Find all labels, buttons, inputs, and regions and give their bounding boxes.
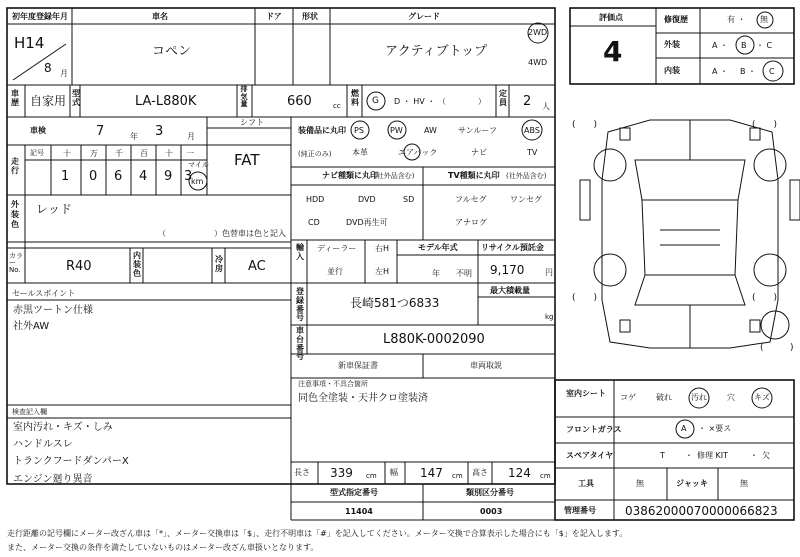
check-line-2: ハンドルスレ <box>13 439 73 450</box>
glass-a: A <box>681 424 687 433</box>
import-right: 右H <box>375 244 390 253</box>
car-diagram <box>580 120 800 348</box>
exterior-color: レッド <box>36 202 72 216</box>
equip-pw: PW <box>390 126 403 135</box>
int-c: C <box>769 67 775 76</box>
rating-score: 4 <box>603 35 623 68</box>
ext-c: ・ C <box>756 41 773 50</box>
repair-options: 有 ・ <box>727 15 746 24</box>
glass-label: フロントガラス <box>566 425 622 434</box>
equip-navi: ナビ <box>471 148 487 157</box>
mgmt-label: 管理番号 <box>564 506 596 515</box>
digit-6: 3 <box>184 169 193 184</box>
car-name: コペン <box>152 44 192 59</box>
unit-3: 千 <box>115 149 123 158</box>
displacement: 660 <box>287 94 312 109</box>
svg-text:( ): ( ) <box>572 120 598 130</box>
notes-label: 注意事項・不具合箇所 <box>298 380 368 388</box>
first-reg-month: 8 <box>44 61 52 75</box>
repair-none: 無 <box>760 15 768 24</box>
month-unit: 月 <box>60 69 68 78</box>
unit-4: 百 <box>140 149 148 158</box>
reg-label: 登録番号 <box>296 287 304 323</box>
rating-label: 評価点 <box>599 13 623 22</box>
check-line-1: 室内汚れ・キズ・しみ <box>13 422 113 433</box>
width-value: 147 <box>420 466 443 480</box>
warranty-label: 新車保証書 <box>338 361 378 370</box>
ext-b: B <box>741 41 747 50</box>
spare-kit: 修理 KIT <box>697 451 729 460</box>
grade-label: グレード <box>408 12 440 21</box>
km-label: km <box>191 177 204 186</box>
equip-abs: ABS <box>524 126 540 135</box>
seat-koge: コゲ <box>620 393 636 402</box>
jack-label: ジャッキ <box>676 479 708 488</box>
tv-sub: (社外品含む) <box>506 172 547 180</box>
class-no-label: 類別区分番号 <box>466 488 514 497</box>
notes-text: 同色全塗装・天井クロ塗装済 <box>298 393 428 404</box>
seat-yabure: 破れ <box>656 393 672 402</box>
inspection-year-unit: 年 <box>130 132 138 141</box>
navi-hdd: HDD <box>306 195 325 204</box>
fuel-label: 燃料 <box>351 89 359 107</box>
color-no: R40 <box>66 259 92 274</box>
selling-line-1: 赤黒ツートン仕様 <box>13 305 93 316</box>
digit-4: 4 <box>139 169 148 184</box>
interior-color-label: 内装色 <box>133 251 141 278</box>
grade: アクティブトップ <box>385 44 488 59</box>
model-year-value: 不明 <box>456 269 472 278</box>
selling-line-2: 社外AW <box>13 321 50 332</box>
spare-none: 欠 <box>762 451 770 460</box>
navi-sub: (社外品含む) <box>374 172 415 180</box>
footer-line-2: また、メーター交換の条件を満たしていないものはメーター改ざん車扱いとなります。 <box>7 543 319 552</box>
equipment-sub: (純正のみ) <box>298 150 332 158</box>
mile-label: マイル <box>188 161 209 169</box>
import-left: 左H <box>375 267 390 276</box>
tv-fullseg: フルセグ <box>455 195 487 204</box>
import-label: 輸入 <box>296 243 304 261</box>
inspection-month-unit: 月 <box>187 132 195 141</box>
spare-dot-1: ・ <box>685 451 693 460</box>
footer-line-1: 走行距離の記号欄にメーター改ざん車は「*」、メーター交換車は「$」、走行不明車は「#」を記入してください。メーター交換で合算表示した場合にも「$」を記入します。 <box>7 529 628 538</box>
digit-3: 6 <box>114 169 123 184</box>
type-no-label: 型式指定番号 <box>330 488 378 497</box>
recycle-label: リサイクル預託金 <box>481 243 544 252</box>
length-value: 339 <box>330 466 353 480</box>
check-line-4: エンジン廻り異音 <box>13 474 93 485</box>
door-label: ドア <box>266 12 282 21</box>
inspection-year: 7 <box>96 124 105 139</box>
import-dealer: ディーラー <box>317 244 357 253</box>
capacity-label: 定員 <box>499 89 507 107</box>
unit-6: 一 <box>186 149 194 158</box>
equip-tv: TV <box>527 148 538 157</box>
displacement-label: 排気量 <box>240 85 248 109</box>
class-no-value: 0003 <box>480 507 503 516</box>
spare-t: T <box>660 451 665 460</box>
chassis-value: L880K-0002090 <box>383 332 485 347</box>
equip-aw: AW <box>424 126 437 135</box>
person-unit: 人 <box>542 102 550 111</box>
height-unit: cm <box>540 472 551 480</box>
cc-unit: cc <box>333 102 341 110</box>
digit-1: 1 <box>61 169 70 184</box>
svg-text:( ): ( ) <box>752 293 778 303</box>
tv-label: TV種類に丸印 <box>448 171 500 180</box>
mileage-label: 走行 <box>11 157 19 175</box>
width-label: 幅 <box>390 468 398 477</box>
equip-sunroof: サンルーフ <box>458 126 497 135</box>
unit-2: 万 <box>90 149 98 158</box>
equipment-label: 装備品に丸印 <box>298 126 346 135</box>
length-unit: cm <box>366 472 377 480</box>
check-label: 検査記入欄 <box>12 408 47 416</box>
int-b: B ・ <box>740 67 757 76</box>
shape-label: 形状 <box>302 12 318 21</box>
tv-oneseg: ワンセグ <box>510 195 542 204</box>
navi-dvd: DVD <box>358 195 376 204</box>
check-line-3: トランクフードダンパーX <box>13 456 129 467</box>
navi-sd: SD <box>403 195 415 204</box>
drive-2wd: 2WD <box>528 28 548 37</box>
model-year-label: モデル年式 <box>418 243 458 252</box>
manual-label: 車両取説 <box>470 361 502 370</box>
first-reg-label: 初年度登録年月 <box>12 12 68 21</box>
kg-unit: kg <box>545 313 554 321</box>
fuel-g: G <box>372 96 379 106</box>
unit-5: 十 <box>165 149 173 158</box>
chassis-label: 車台番号 <box>296 326 304 362</box>
digit-5: 9 <box>164 169 173 184</box>
height-label: 高さ <box>472 468 488 477</box>
seat-ana: 穴 <box>727 393 735 402</box>
jack-value: 無 <box>740 479 748 488</box>
ext-label: 外装 <box>664 40 680 49</box>
fuel-rest: D ・ HV ・ （ ） <box>394 97 486 106</box>
navi-dvd-play: DVD再生可 <box>346 218 388 227</box>
usage: 自家用 <box>30 94 67 108</box>
unit-1: 十 <box>63 149 71 158</box>
drive-4wd: 4WD <box>528 58 548 67</box>
svg-text:(: ( <box>760 343 764 353</box>
import-parallel: 並行 <box>327 267 343 276</box>
equip-airbag: エアバック <box>398 148 438 157</box>
spare-label: スペアタイヤ <box>566 451 614 460</box>
type-no-value: 11404 <box>345 507 373 516</box>
glass-rest: ・ ×要ス <box>698 424 732 433</box>
inspection-month: 3 <box>155 124 164 139</box>
equip-leather: 本革 <box>352 148 368 157</box>
capacity: 2 <box>523 94 532 109</box>
length-label: 長さ <box>294 468 310 477</box>
model: LA-L880K <box>135 94 197 109</box>
seat-kizu: キズ <box>754 393 770 402</box>
record-label: 記号 <box>30 149 44 157</box>
ext-a: A ・ <box>712 41 729 50</box>
usage-label: 車歴 <box>11 89 19 107</box>
svg-text:( ): ( ) <box>752 120 778 130</box>
max-load-label: 最大積載量 <box>490 286 530 295</box>
tools-value: 無 <box>636 479 644 488</box>
repaint-note: （ ）色替車は色と記入 <box>158 229 286 238</box>
car-name-label: 車名 <box>152 12 168 21</box>
height-value: 124 <box>508 466 531 480</box>
spare-dot-2: ・ <box>750 451 758 460</box>
model-label: 型式 <box>72 89 80 107</box>
digit-2: 0 <box>89 169 98 184</box>
tv-analog: アナログ <box>455 218 487 227</box>
ac-label: 冷房 <box>215 255 223 273</box>
recycle-value: 9,170 <box>490 263 525 277</box>
exterior-label: 外装色 <box>11 200 19 229</box>
navi-cd: CD <box>308 218 320 227</box>
mgmt-value: 03862000070000066823 <box>625 504 778 518</box>
int-label: 内装 <box>664 66 680 75</box>
selling-label: セールスポイント <box>12 289 76 298</box>
int-a: A ・ <box>712 67 729 76</box>
shift-value: FAT <box>234 151 260 169</box>
equip-ps: PS <box>354 126 364 135</box>
shift-label: シフト <box>240 118 264 127</box>
width-unit: cm <box>452 472 463 480</box>
seat-yogore: 汚れ <box>691 393 707 402</box>
yen-unit: 円 <box>545 268 553 277</box>
svg-text:): ) <box>790 343 794 353</box>
inspection-label: 車検 <box>30 126 46 135</box>
first-reg-era: H14 <box>14 34 45 52</box>
repair-label: 修復歴 <box>664 15 688 24</box>
navi-label: ナビ種類に丸印 <box>322 171 378 180</box>
ac-value: AC <box>248 259 266 274</box>
reg-value: 長崎581つ6833 <box>350 296 440 310</box>
svg-text:( ): ( ) <box>572 293 598 303</box>
tools-label: 工具 <box>578 479 594 488</box>
color-no-label: カラーNo. <box>9 252 23 274</box>
model-year-unit: 年 <box>432 269 440 278</box>
seat-label: 室内シート <box>566 389 606 398</box>
